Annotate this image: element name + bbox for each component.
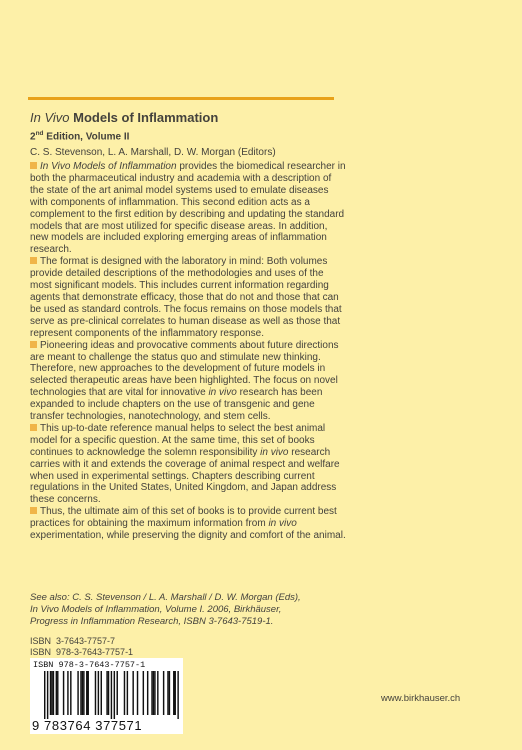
barcode-bar [95,671,96,715]
edition-suffix: nd [35,130,44,137]
p5-run-2: experimentation, while preserving the dignity and comfort of the animal. [30,530,346,542]
barcode-top-label: ISBN 978-3-7643-7757-1 [33,660,146,670]
bullet-square-icon [30,424,37,431]
edition-rest: Edition, Volume II [43,131,130,143]
barcode-bar [154,671,155,715]
barcode-digits: 9 783764 377571 [32,718,143,733]
p3-run-0: Pioneering ideas and provocative comments about future directions are meant to challenge the status quo and stimulate new thinking. Therefore, new approaches to the development of future models in selected therapeutic areas have been highlighted. The focus on novel technologies that are vital for innovative [30,339,339,399]
p5-run-0: Thus, the ultimate aim of this set of books is to provide current best practices for obtaining the maximum information from [30,506,337,530]
see-also-note [30,592,350,628]
barcode [30,658,183,734]
isbn-10: ISBN 3-7643-7757-7 [30,636,116,646]
header-rule [28,97,334,100]
barcode-bar [114,671,115,719]
barcode-bar [153,671,154,715]
barcode-bar [124,671,125,715]
barcode-bar [53,671,54,715]
barcode-bar [132,671,133,715]
barcode-bar [167,671,168,715]
paragraph-1 [30,161,346,256]
barcode-bars [34,671,179,719]
barcode-bar [82,671,83,715]
book-header [30,110,500,159]
barcode-bar [169,671,170,715]
p1-run-0: In Vivo Models of Inflammation [40,161,177,172]
barcode-bar [80,671,81,715]
p5-run-1: in vivo [268,518,297,530]
bullet-square-icon [30,257,37,264]
barcode-bar [108,671,109,715]
bullet-square-icon [30,162,37,169]
see-also-line-3: Progress in Inflammation Research, ISBN 3-7643-7519-1. [30,616,274,627]
p3-run-1: in vivo [208,387,237,399]
barcode-bar [57,671,58,715]
description-body [30,161,346,542]
barcode-bar [111,671,112,719]
p4-run-0: This up-to-date reference manual helps to select the best animal model for a specific question. At the same time, this set of books continues to acknowledge the solemn responsibility [30,422,326,458]
edition-number: 2 [30,131,36,143]
barcode-bar [127,671,128,715]
see-also-line-2: In Vivo Models of Inflammation, Volume I. 2006, Birkhäuser, [30,604,282,615]
p4-run-2: research carries with it and extends the coverage of animal respect and welfare when used in experimental settings. Chapters describing current regulations in the United States, United Kingdom, and Japan address these concerns. [30,446,340,506]
p3-run-2: research has been expanded to include chapters on the use of transgenic and gene transfer technologies, nanotechnology, and stem cells. [30,387,323,423]
isbn-13: ISBN 978-3-7643-7757-1 [30,647,134,657]
barcode-bar [106,671,107,715]
barcode-bar [117,671,118,715]
paragraph-2 [30,256,346,339]
barcode-bar [77,671,78,715]
p1-run-1: provides the biomedical researcher in both the pharmaceutical industry and academia with a description of the state of the art animal model systems used to emulate diseases with components of inflammation. This second edition acts as a complement to the first edition by describing and updating the standard models that are most utilized for specific disease areas. In addition, new models are included exploring emerging areas of inflammation research. [30,161,346,256]
barcode-bar [83,671,84,715]
barcode-bar [175,671,176,715]
barcode-bar [70,671,71,715]
barcode-bar [143,671,144,715]
barcode-bar [157,671,158,715]
paragraph-3 [30,340,346,423]
barcode-bar [86,671,87,715]
barcode-bar [137,671,138,715]
barcode-bar [88,671,89,715]
barcode-bar [47,671,48,719]
barcode-bar [98,671,99,715]
barcode-bar [173,671,174,715]
book-title-italic: In Vivo [30,110,70,125]
bullet-square-icon [30,341,37,348]
barcode-bar [147,671,148,715]
barcode-bar [44,671,45,719]
barcode-bar [63,671,64,715]
paragraph-5 [30,506,346,542]
book-title [30,110,500,125]
book-title-rest: Models of Inflammation [69,110,219,125]
barcode-bar [51,671,52,715]
barcode-bar [67,671,68,715]
editors-line: C. S. Stevenson, L. A. Marshall, D. W. Morgan (Editors) [30,147,276,159]
isbn-block [30,636,133,658]
bullet-square-icon [30,507,37,514]
paragraph-4 [30,423,346,506]
publisher-website: www.birkhauser.ch [381,693,461,704]
barcode-bar [101,671,102,715]
p2-run-0: The format is designed with the laboratory in mind: Both volumes provide detailed descriptions of the methodologies and uses of the most significant models. This includes current information regarding agents that demonstrate efficacy, those that do not and those that can be used as standard controls. The focus remains on those models that serve as pre-clinical correlates to human disease as well as those that represent components of the inflammatory response. [30,256,342,339]
barcode-bar [151,671,152,715]
p4-run-1: in vivo [260,446,289,458]
barcode-bar [163,671,164,715]
see-also-line-1: See also: C. S. Stevenson / L. A. Marshall / D. W. Morgan (Eds), [30,592,301,603]
barcode-bar [177,671,178,719]
barcode-bar [56,671,57,715]
edition-line [30,127,500,143]
barcode-bar [50,671,51,715]
